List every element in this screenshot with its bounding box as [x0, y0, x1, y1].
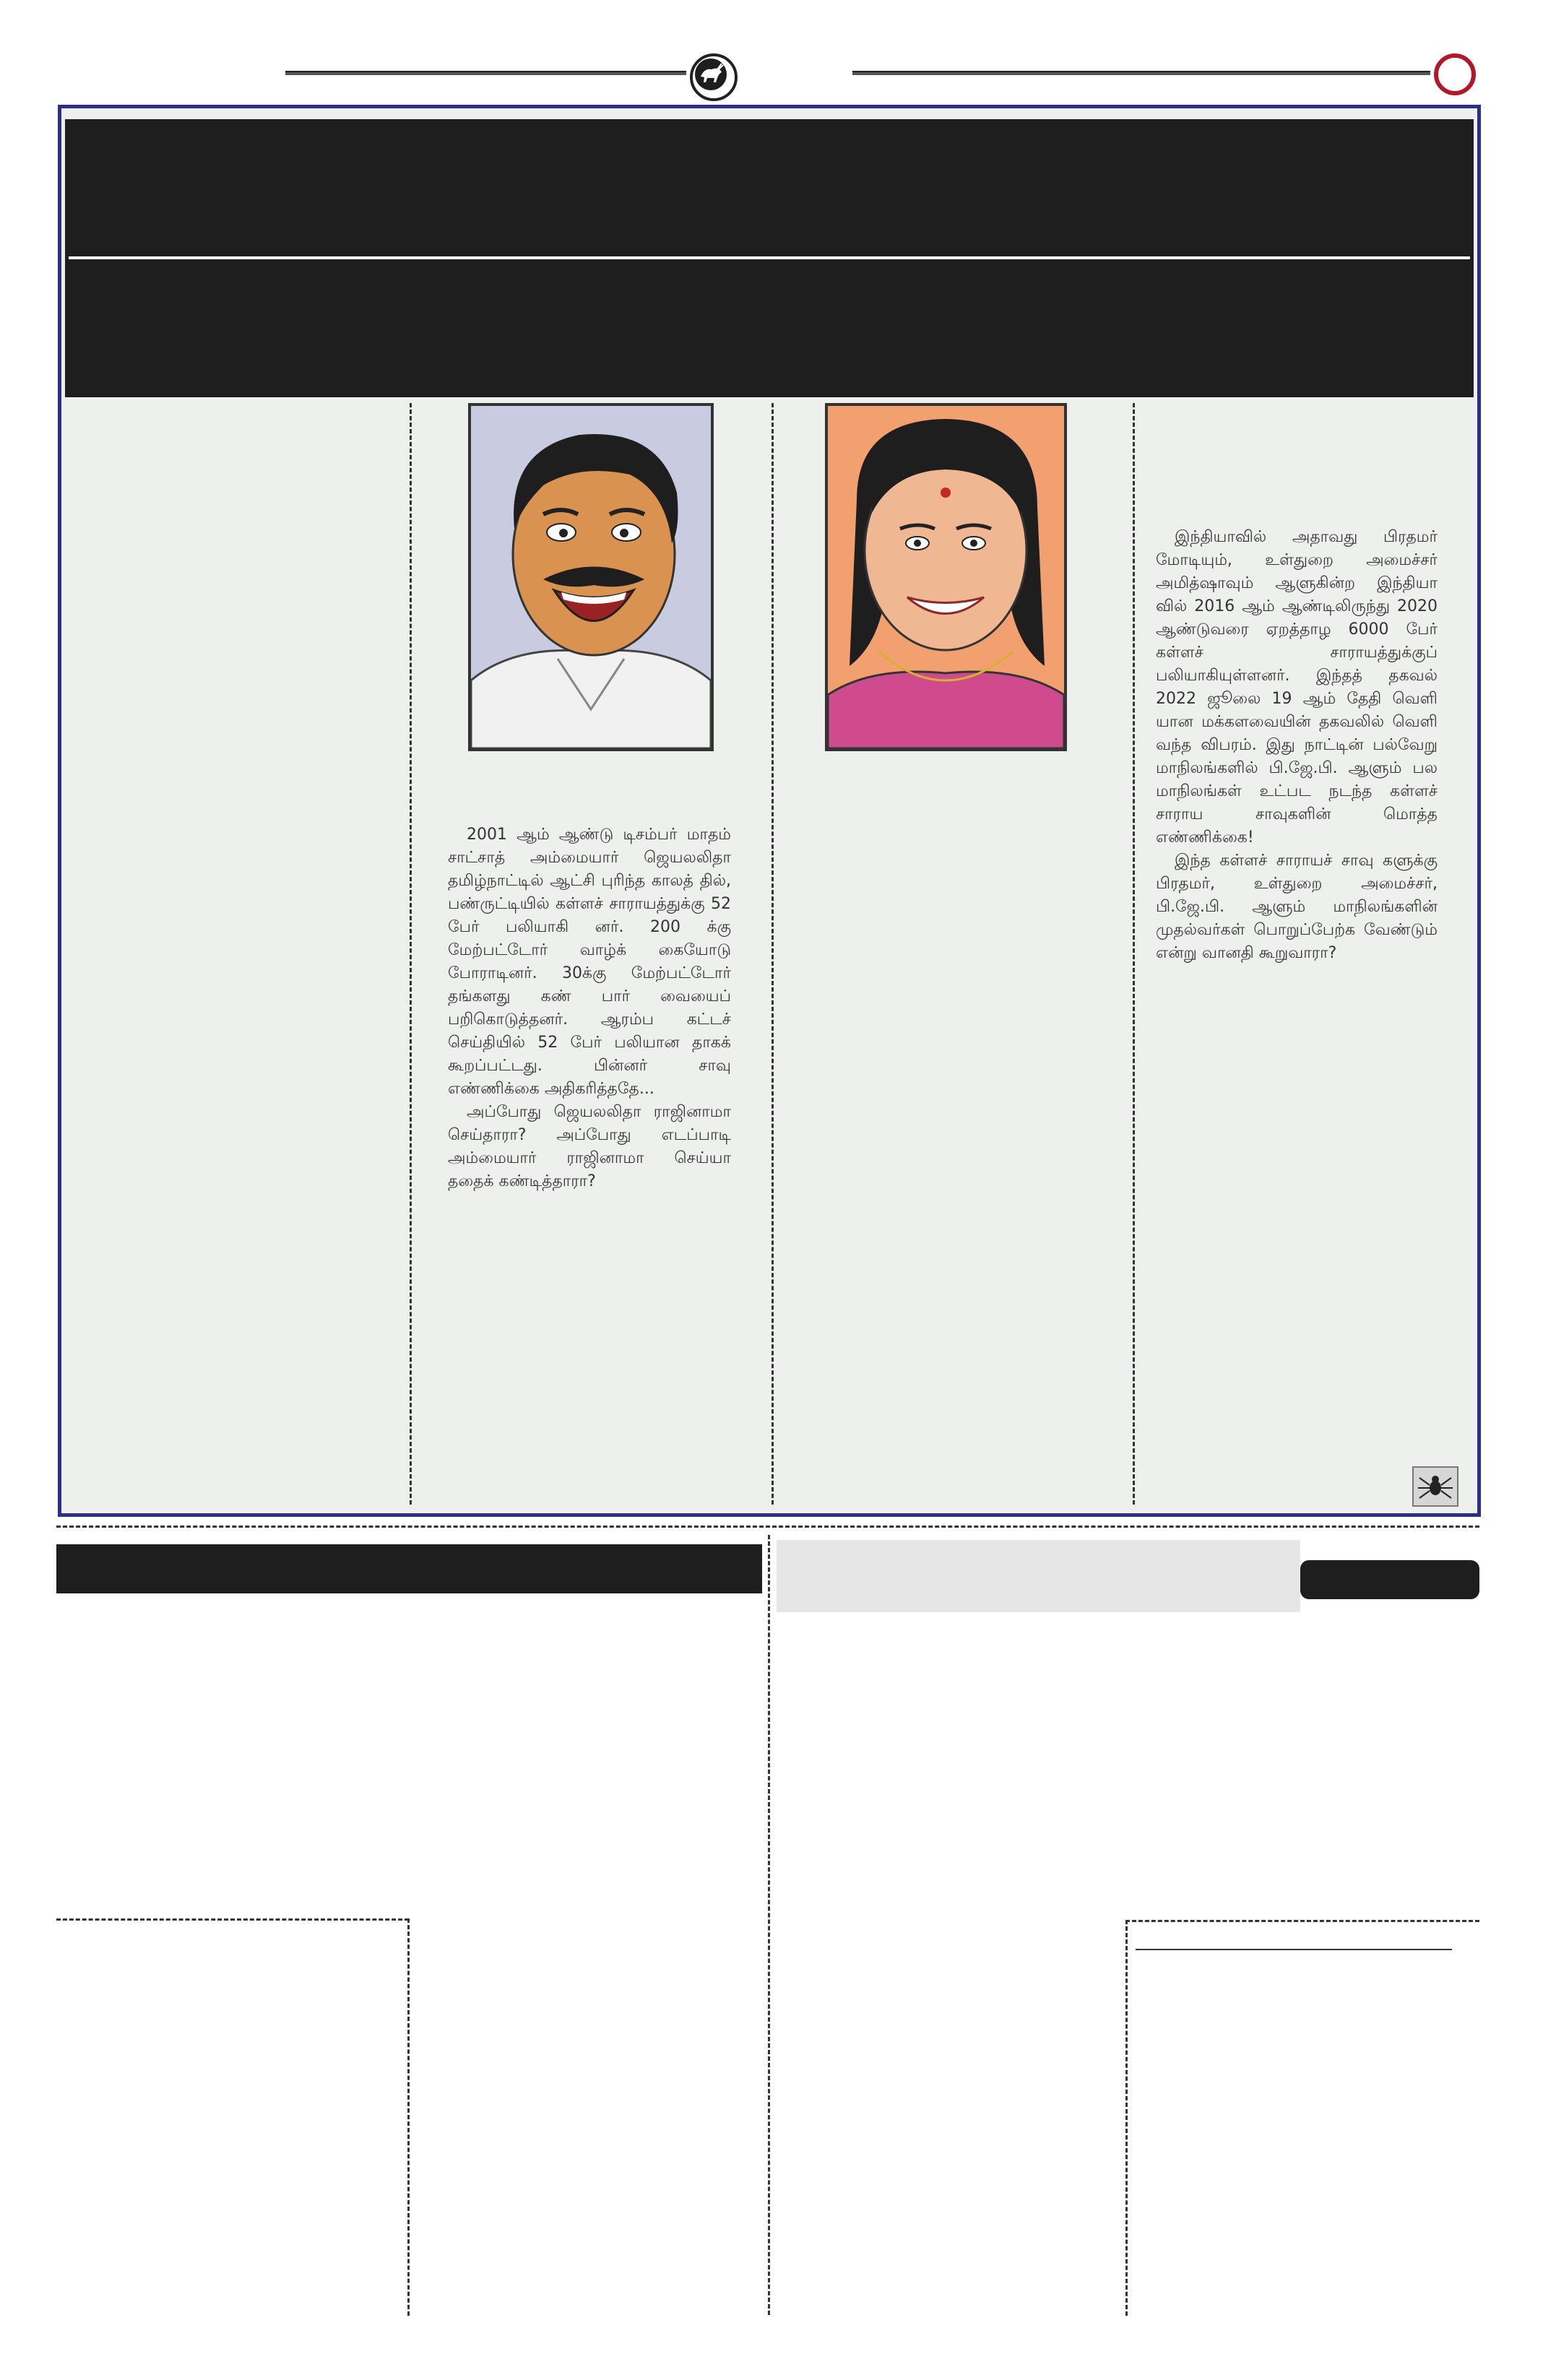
caricature-woman-portrait: [825, 403, 1067, 751]
lower-right-box-top: [1125, 1920, 1479, 1922]
article-right-paragraph-1: இந்தியாவில் அதாவது பிரதமர் மோடியும், உள்துறை அமைச்சர் அமித்ஷாவும் ஆளுகின்ற இந்தியா வில் 2016 ஆம் ஆண்டிலிருந்து 2020 ஆண்டுவரை ஏறத்தாழ 6000 பேர் கள்ளச் சாராயத்துக்குப் பலியாகியுள்ளனர். இந்தத் தகவல் 2022 ஜூலை 19 ஆம் தேதி வெளி யான மக்களவையின் தகவலில் வெளி வந்த விபரம். இது நாட்டின் பல்வேறு மாநிலங்களில் பி.ஜே.பி. ஆளும் பல மாநிலங்கள் உட்பட நடந்த கள்ளச் சாராய சாவுகளின் மொத்த எண்ணிக்கை!: [1156, 528, 1438, 847]
spider-icon: [1412, 1466, 1458, 1507]
lower-center-divider: [768, 1535, 770, 2315]
article-text-right: [1156, 526, 1438, 1017]
lower-right-box-left: [1125, 1920, 1128, 2316]
lower-left-box-top: [56, 1918, 409, 1921]
lower-left-heading-bar: [56, 1544, 762, 1593]
masthead-rule-right: [852, 71, 1430, 75]
column-divider-3: [1133, 403, 1135, 1505]
lower-right-header-panel: [777, 1540, 1300, 1612]
masthead-rule-left: [285, 71, 686, 75]
banner-divider: [69, 256, 1470, 259]
caricature-man-portrait: [468, 403, 714, 751]
lower-left-box-right: [407, 1918, 410, 2316]
bull-emblem-icon: [690, 53, 738, 101]
section-label-pill: [1300, 1560, 1479, 1599]
column-divider-2: [772, 403, 774, 1505]
article-text-left: [448, 823, 731, 1199]
article-left-paragraph-2: அப்போது ஜெயலலிதா ராஜினாமா செய்தாரா? அப்போது எடப்பாடி அம்மையார் ராஜினாமா செய்யா ததைக் கண்டித்தாரா?: [448, 1103, 731, 1190]
lower-right-rule: [1136, 1949, 1452, 1950]
article-left-paragraph-1: 2001 ஆம் ஆண்டு டிசம்பர் மாதம் சாட்சாத் அம்மையார் ஜெயலலிதா தமிழ்நாட்டில் ஆட்சி புரிந்த காலத் தில், பண்ருட்டியில் கள்ளச் சாராயத்துக்கு 52 பேர் பலியாகி னர். 200 க்கு மேற்பட்டோர் வாழ்க் கையோடு போராடினர். 30க்கு மேற்பட்டோர் தங்களது கண் பார் வையைப் பறிகொடுத்தனர். ஆரம்ப கட்டச் செய்தியில் 52 பேர் பலியான தாகக் கூறப்பட்டது. பின்னர் சாவு எண்ணிக்கை அதிகரித்ததே...: [448, 826, 731, 1098]
article-right-paragraph-2: இந்த கள்ளச் சாராயச் சாவு களுக்கு பிரதமர், உள்துறை அமைச்சர், பி.ஜே.பி. ஆளும் மாநிலங்களின் முதல்வர்கள் பொறுப்பேற்க வேண்டும் என்று வானதி கூறுவாரா?: [1156, 852, 1438, 962]
page-number-marker: [1434, 53, 1476, 95]
column-divider-1: [410, 403, 412, 1505]
section-separator: [56, 1526, 1479, 1528]
